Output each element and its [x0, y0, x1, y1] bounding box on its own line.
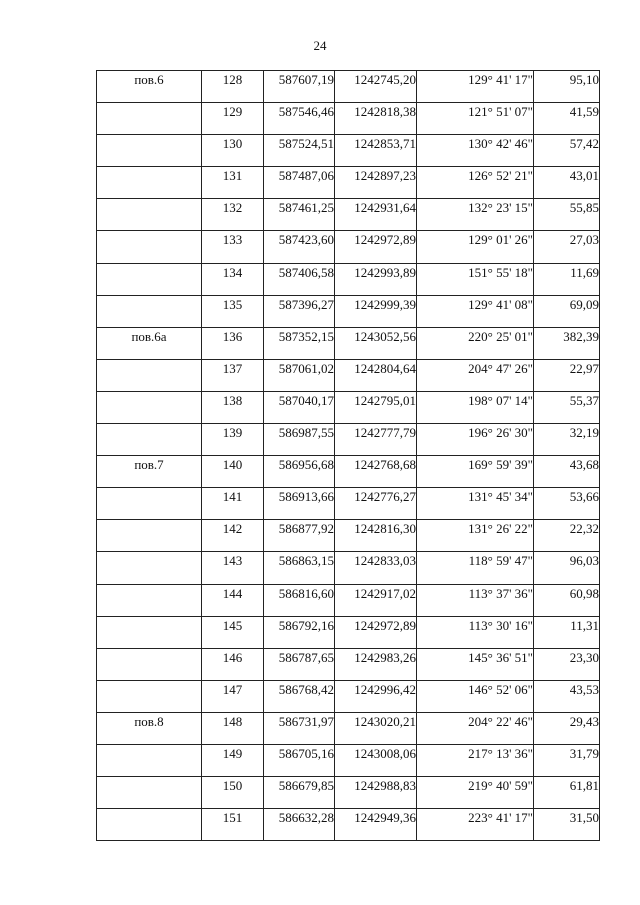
- table-row: [97, 584, 600, 616]
- direction-angle-cell: 121° 51' 07": [417, 103, 534, 135]
- distance-cell: 382,39: [534, 327, 600, 359]
- point-number-cell: 130: [202, 135, 264, 167]
- table-row: [97, 71, 600, 103]
- distance-cell: 95,10: [534, 71, 600, 103]
- section-cell: [97, 103, 202, 135]
- page-number: 24: [313, 38, 327, 53]
- y-coordinate-cell: 1242972,89: [335, 231, 417, 263]
- y-coordinate-cell: 1242853,71: [335, 135, 417, 167]
- direction-angle-cell: 151° 55' 18": [417, 263, 534, 295]
- section-cell: [97, 809, 202, 841]
- distance-cell: 60,98: [534, 584, 600, 616]
- direction-angle-cell: 131° 26' 22": [417, 520, 534, 552]
- x-coordinate-cell: 586705,16: [264, 744, 335, 776]
- distance-cell: 96,03: [534, 552, 600, 584]
- y-coordinate-cell: 1243020,21: [335, 712, 417, 744]
- distance-cell: 43,01: [534, 167, 600, 199]
- section-cell: [97, 584, 202, 616]
- y-coordinate-cell: 1242776,27: [335, 488, 417, 520]
- direction-angle-cell: 129° 41' 08": [417, 295, 534, 327]
- y-coordinate-cell: 1242777,79: [335, 424, 417, 456]
- x-coordinate-cell: 586816,60: [264, 584, 335, 616]
- section-cell: [97, 263, 202, 295]
- section-cell: [97, 552, 202, 584]
- table-row: [97, 263, 600, 295]
- table-row: [97, 616, 600, 648]
- section-cell: [97, 167, 202, 199]
- y-coordinate-cell: 1242768,68: [335, 456, 417, 488]
- point-number-cell: 148: [202, 712, 264, 744]
- distance-cell: 29,43: [534, 712, 600, 744]
- x-coordinate-cell: 586956,68: [264, 456, 335, 488]
- point-number-cell: 142: [202, 520, 264, 552]
- direction-angle-cell: 130° 42' 46": [417, 135, 534, 167]
- distance-cell: 31,79: [534, 744, 600, 776]
- x-coordinate-cell: 587546,46: [264, 103, 335, 135]
- distance-cell: 55,37: [534, 391, 600, 423]
- table-row: [97, 488, 600, 520]
- x-coordinate-cell: 587607,19: [264, 71, 335, 103]
- x-coordinate-cell: 586792,16: [264, 616, 335, 648]
- table-row: [97, 424, 600, 456]
- direction-angle-cell: 204° 47' 26": [417, 359, 534, 391]
- direction-angle-cell: 146° 52' 06": [417, 680, 534, 712]
- y-coordinate-cell: 1242795,01: [335, 391, 417, 423]
- coordinates-table-body: [97, 71, 600, 841]
- table-row: [97, 552, 600, 584]
- coordinates-table: [96, 70, 600, 841]
- section-cell: [97, 777, 202, 809]
- direction-angle-cell: 131° 45' 34": [417, 488, 534, 520]
- x-coordinate-cell: 586913,66: [264, 488, 335, 520]
- direction-angle-cell: 217° 13' 36": [417, 744, 534, 776]
- table-row: [97, 359, 600, 391]
- point-number-cell: 138: [202, 391, 264, 423]
- x-coordinate-cell: 587406,58: [264, 263, 335, 295]
- x-coordinate-cell: 586768,42: [264, 680, 335, 712]
- table-row: [97, 167, 600, 199]
- section-cell: [97, 199, 202, 231]
- section-cell: [97, 135, 202, 167]
- point-number-cell: 139: [202, 424, 264, 456]
- point-number-cell: 129: [202, 103, 264, 135]
- section-cell: [97, 488, 202, 520]
- y-coordinate-cell: 1242804,64: [335, 359, 417, 391]
- table-row: [97, 809, 600, 841]
- section-cell: [97, 391, 202, 423]
- point-number-cell: 144: [202, 584, 264, 616]
- y-coordinate-cell: 1242745,20: [335, 71, 417, 103]
- distance-cell: 11,31: [534, 616, 600, 648]
- point-number-cell: 150: [202, 777, 264, 809]
- distance-cell: 27,03: [534, 231, 600, 263]
- point-number-cell: 135: [202, 295, 264, 327]
- direction-angle-cell: 118° 59' 47": [417, 552, 534, 584]
- x-coordinate-cell: 587396,27: [264, 295, 335, 327]
- table-row: [97, 777, 600, 809]
- table-row: [97, 391, 600, 423]
- distance-cell: 22,32: [534, 520, 600, 552]
- point-number-cell: 128: [202, 71, 264, 103]
- distance-cell: 55,85: [534, 199, 600, 231]
- point-number-cell: 134: [202, 263, 264, 295]
- table-row: [97, 712, 600, 744]
- direction-angle-cell: 126° 52' 21": [417, 167, 534, 199]
- table-row: [97, 327, 600, 359]
- point-number-cell: 145: [202, 616, 264, 648]
- point-number-cell: 143: [202, 552, 264, 584]
- section-cell: [97, 424, 202, 456]
- section-cell: пов.6: [97, 71, 202, 103]
- x-coordinate-cell: 587524,51: [264, 135, 335, 167]
- x-coordinate-cell: 586731,97: [264, 712, 335, 744]
- y-coordinate-cell: 1242949,36: [335, 809, 417, 841]
- y-coordinate-cell: 1242972,89: [335, 616, 417, 648]
- table-row: [97, 648, 600, 680]
- x-coordinate-cell: 586679,85: [264, 777, 335, 809]
- y-coordinate-cell: 1242818,38: [335, 103, 417, 135]
- direction-angle-cell: 132° 23' 15": [417, 199, 534, 231]
- y-coordinate-cell: 1242996,42: [335, 680, 417, 712]
- x-coordinate-cell: 587461,25: [264, 199, 335, 231]
- x-coordinate-cell: 586987,55: [264, 424, 335, 456]
- distance-cell: 23,30: [534, 648, 600, 680]
- section-cell: [97, 359, 202, 391]
- direction-angle-cell: 204° 22' 46": [417, 712, 534, 744]
- direction-angle-cell: 220° 25' 01": [417, 327, 534, 359]
- point-number-cell: 140: [202, 456, 264, 488]
- direction-angle-cell: 198° 07' 14": [417, 391, 534, 423]
- table-row: [97, 456, 600, 488]
- x-coordinate-cell: 586787,65: [264, 648, 335, 680]
- distance-cell: 61,81: [534, 777, 600, 809]
- section-cell: [97, 616, 202, 648]
- distance-cell: 43,53: [534, 680, 600, 712]
- section-cell: [97, 295, 202, 327]
- point-number-cell: 146: [202, 648, 264, 680]
- x-coordinate-cell: 587061,02: [264, 359, 335, 391]
- distance-cell: 69,09: [534, 295, 600, 327]
- section-cell: [97, 231, 202, 263]
- direction-angle-cell: 145° 36' 51": [417, 648, 534, 680]
- y-coordinate-cell: 1242988,83: [335, 777, 417, 809]
- y-coordinate-cell: 1242917,02: [335, 584, 417, 616]
- y-coordinate-cell: 1242816,30: [335, 520, 417, 552]
- direction-angle-cell: 129° 41' 17": [417, 71, 534, 103]
- table-row: [97, 231, 600, 263]
- section-cell: [97, 680, 202, 712]
- y-coordinate-cell: 1242999,39: [335, 295, 417, 327]
- point-number-cell: 131: [202, 167, 264, 199]
- point-number-cell: 149: [202, 744, 264, 776]
- section-cell: [97, 648, 202, 680]
- section-cell: [97, 744, 202, 776]
- distance-cell: 22,97: [534, 359, 600, 391]
- point-number-cell: 141: [202, 488, 264, 520]
- table-row: [97, 103, 600, 135]
- point-number-cell: 151: [202, 809, 264, 841]
- section-cell: пов.7: [97, 456, 202, 488]
- y-coordinate-cell: 1243052,56: [335, 327, 417, 359]
- point-number-cell: 136: [202, 327, 264, 359]
- direction-angle-cell: 223° 41' 17": [417, 809, 534, 841]
- table-row: [97, 680, 600, 712]
- direction-angle-cell: 113° 37' 36": [417, 584, 534, 616]
- direction-angle-cell: 113° 30' 16": [417, 616, 534, 648]
- x-coordinate-cell: 587352,15: [264, 327, 335, 359]
- x-coordinate-cell: 587487,06: [264, 167, 335, 199]
- direction-angle-cell: 196° 26' 30": [417, 424, 534, 456]
- y-coordinate-cell: 1242993,89: [335, 263, 417, 295]
- point-number-cell: 133: [202, 231, 264, 263]
- distance-cell: 57,42: [534, 135, 600, 167]
- y-coordinate-cell: 1242897,23: [335, 167, 417, 199]
- table-row: [97, 520, 600, 552]
- y-coordinate-cell: 1243008,06: [335, 744, 417, 776]
- y-coordinate-cell: 1242833,03: [335, 552, 417, 584]
- table-row: [97, 135, 600, 167]
- distance-cell: 53,66: [534, 488, 600, 520]
- y-coordinate-cell: 1242931,64: [335, 199, 417, 231]
- section-cell: [97, 520, 202, 552]
- x-coordinate-cell: 586877,92: [264, 520, 335, 552]
- x-coordinate-cell: 587040,17: [264, 391, 335, 423]
- section-cell: пов.8: [97, 712, 202, 744]
- x-coordinate-cell: 586632,28: [264, 809, 335, 841]
- point-number-cell: 147: [202, 680, 264, 712]
- distance-cell: 31,50: [534, 809, 600, 841]
- direction-angle-cell: 129° 01' 26": [417, 231, 534, 263]
- point-number-cell: 132: [202, 199, 264, 231]
- table-row: [97, 295, 600, 327]
- distance-cell: 43,68: [534, 456, 600, 488]
- distance-cell: 11,69: [534, 263, 600, 295]
- y-coordinate-cell: 1242983,26: [335, 648, 417, 680]
- table-row: [97, 744, 600, 776]
- x-coordinate-cell: 587423,60: [264, 231, 335, 263]
- direction-angle-cell: 219° 40' 59": [417, 777, 534, 809]
- section-cell: пов.6а: [97, 327, 202, 359]
- distance-cell: 41,59: [534, 103, 600, 135]
- table-row: [97, 199, 600, 231]
- point-number-cell: 137: [202, 359, 264, 391]
- distance-cell: 32,19: [534, 424, 600, 456]
- direction-angle-cell: 169° 59' 39": [417, 456, 534, 488]
- x-coordinate-cell: 586863,15: [264, 552, 335, 584]
